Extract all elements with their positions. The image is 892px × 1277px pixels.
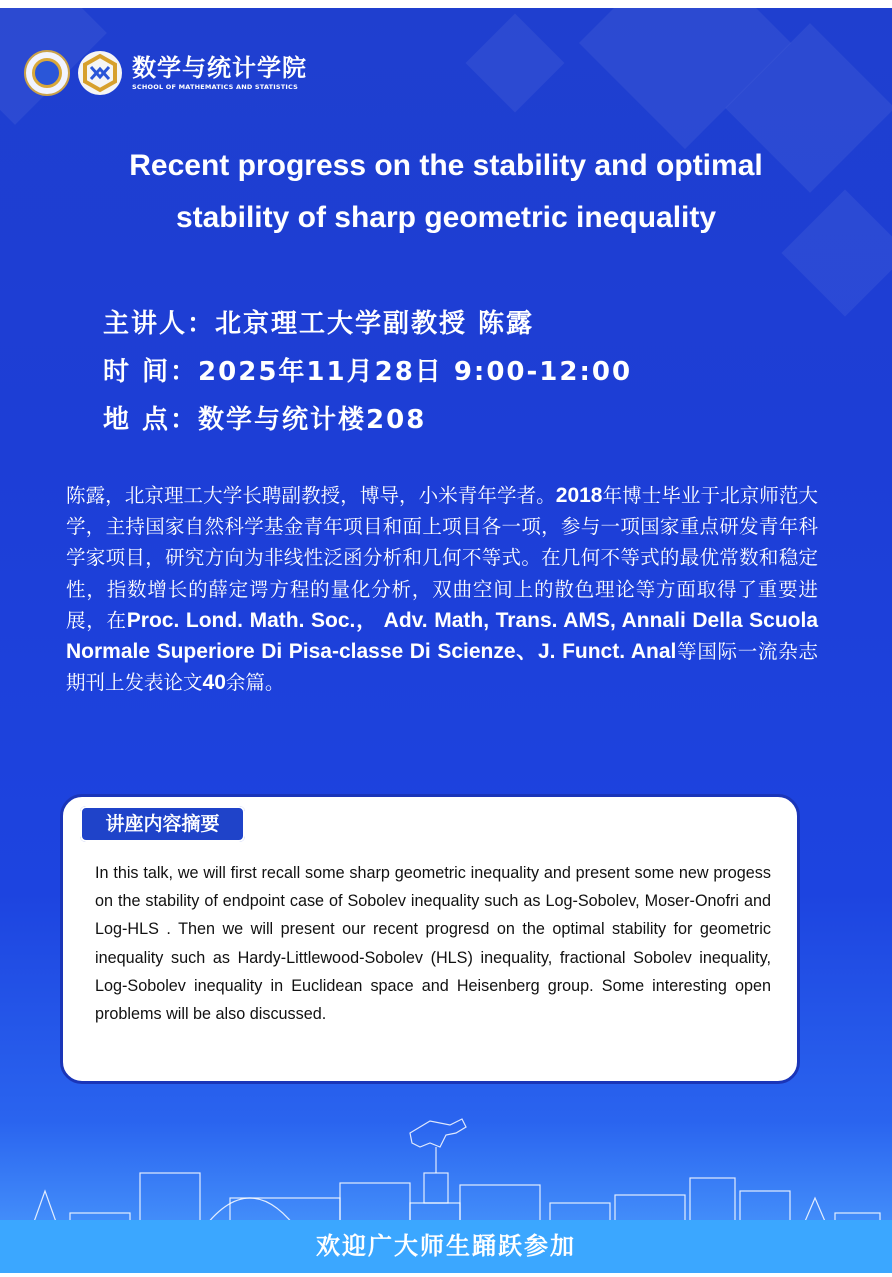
welcome-banner: 欢迎广大师生踊跃参加	[0, 1220, 892, 1273]
background-diamond	[466, 14, 565, 113]
university-seal-icon	[24, 50, 70, 96]
school-hex-logo-icon	[78, 51, 122, 95]
talk-title-line2: stability of sharp geometric inequality	[175, 201, 717, 234]
abstract-heading: 讲座内容摘要	[80, 806, 245, 842]
city-skyline-icon	[0, 1103, 892, 1238]
school-logo	[24, 48, 307, 98]
speaker-bio	[66, 480, 818, 698]
bio-journals: Proc. Lond. Math. Soc.， Adv. Math, Trans. AMS, Annali Della Scuola Normale Superiore Di Pisa-classe Di Scienze、J. Funct. Anal	[66, 608, 818, 664]
bio-text: 等国际一流杂志期刊上发表论文	[66, 640, 818, 695]
time-info: 时 间：2025年11月28日 9:00-12:00	[103, 357, 633, 387]
place-info: 地 点：数学与统计楼208	[103, 405, 427, 435]
abstract-text: In this talk, we will first recall some sharp geometric inequality and present some new progess on the stability of endpoint case of Sobolev inequality such as Log-Sobolev, Moser-Onofri and Log-HLS . Then we will present our recent progresd on the optimal stability for geometric inequality such as Hardy-Littlewood-Sobolev (HLS) inequality, fractional Sobolev inequality, Log-Sobolev inequality in Euclidean space and Heisenberg group. Some interesting open problems will be also discussed.	[95, 864, 771, 1024]
bio-text: 陈露，北京理工大学长聘副教授，博导，小米青年学者。	[66, 484, 556, 507]
school-name-en: SCHOOL OF MATHEMATICS AND STATISTICS	[132, 83, 298, 91]
bio-year: 2018	[555, 484, 603, 507]
bio-text: 余篇。	[225, 671, 285, 695]
talk-title	[40, 140, 852, 244]
speaker-info: 主讲人：北京理工大学副教授 陈露	[103, 309, 535, 339]
talk-title-line1: Recent progress on the stability and optimal	[129, 149, 763, 182]
school-name-cn: 数学与统计学院	[132, 53, 307, 82]
bio-paper-count: 40	[202, 671, 226, 695]
bio-text: 年博士毕业于北京师范大学，主持国家自然科学基金青年项目和面上项目各一项，参与一项国家重点研发青年科学家项目，研究方向为非线性泛函分析和几何不等式。在几何不等式的最优常数和稳定性，指数增长的薛定谔方程的量化分析，双曲空间上的散色理论等方面取得了重要进展，在	[66, 484, 818, 632]
horse-statue-icon	[410, 1119, 466, 1203]
poster	[0, 8, 892, 1273]
